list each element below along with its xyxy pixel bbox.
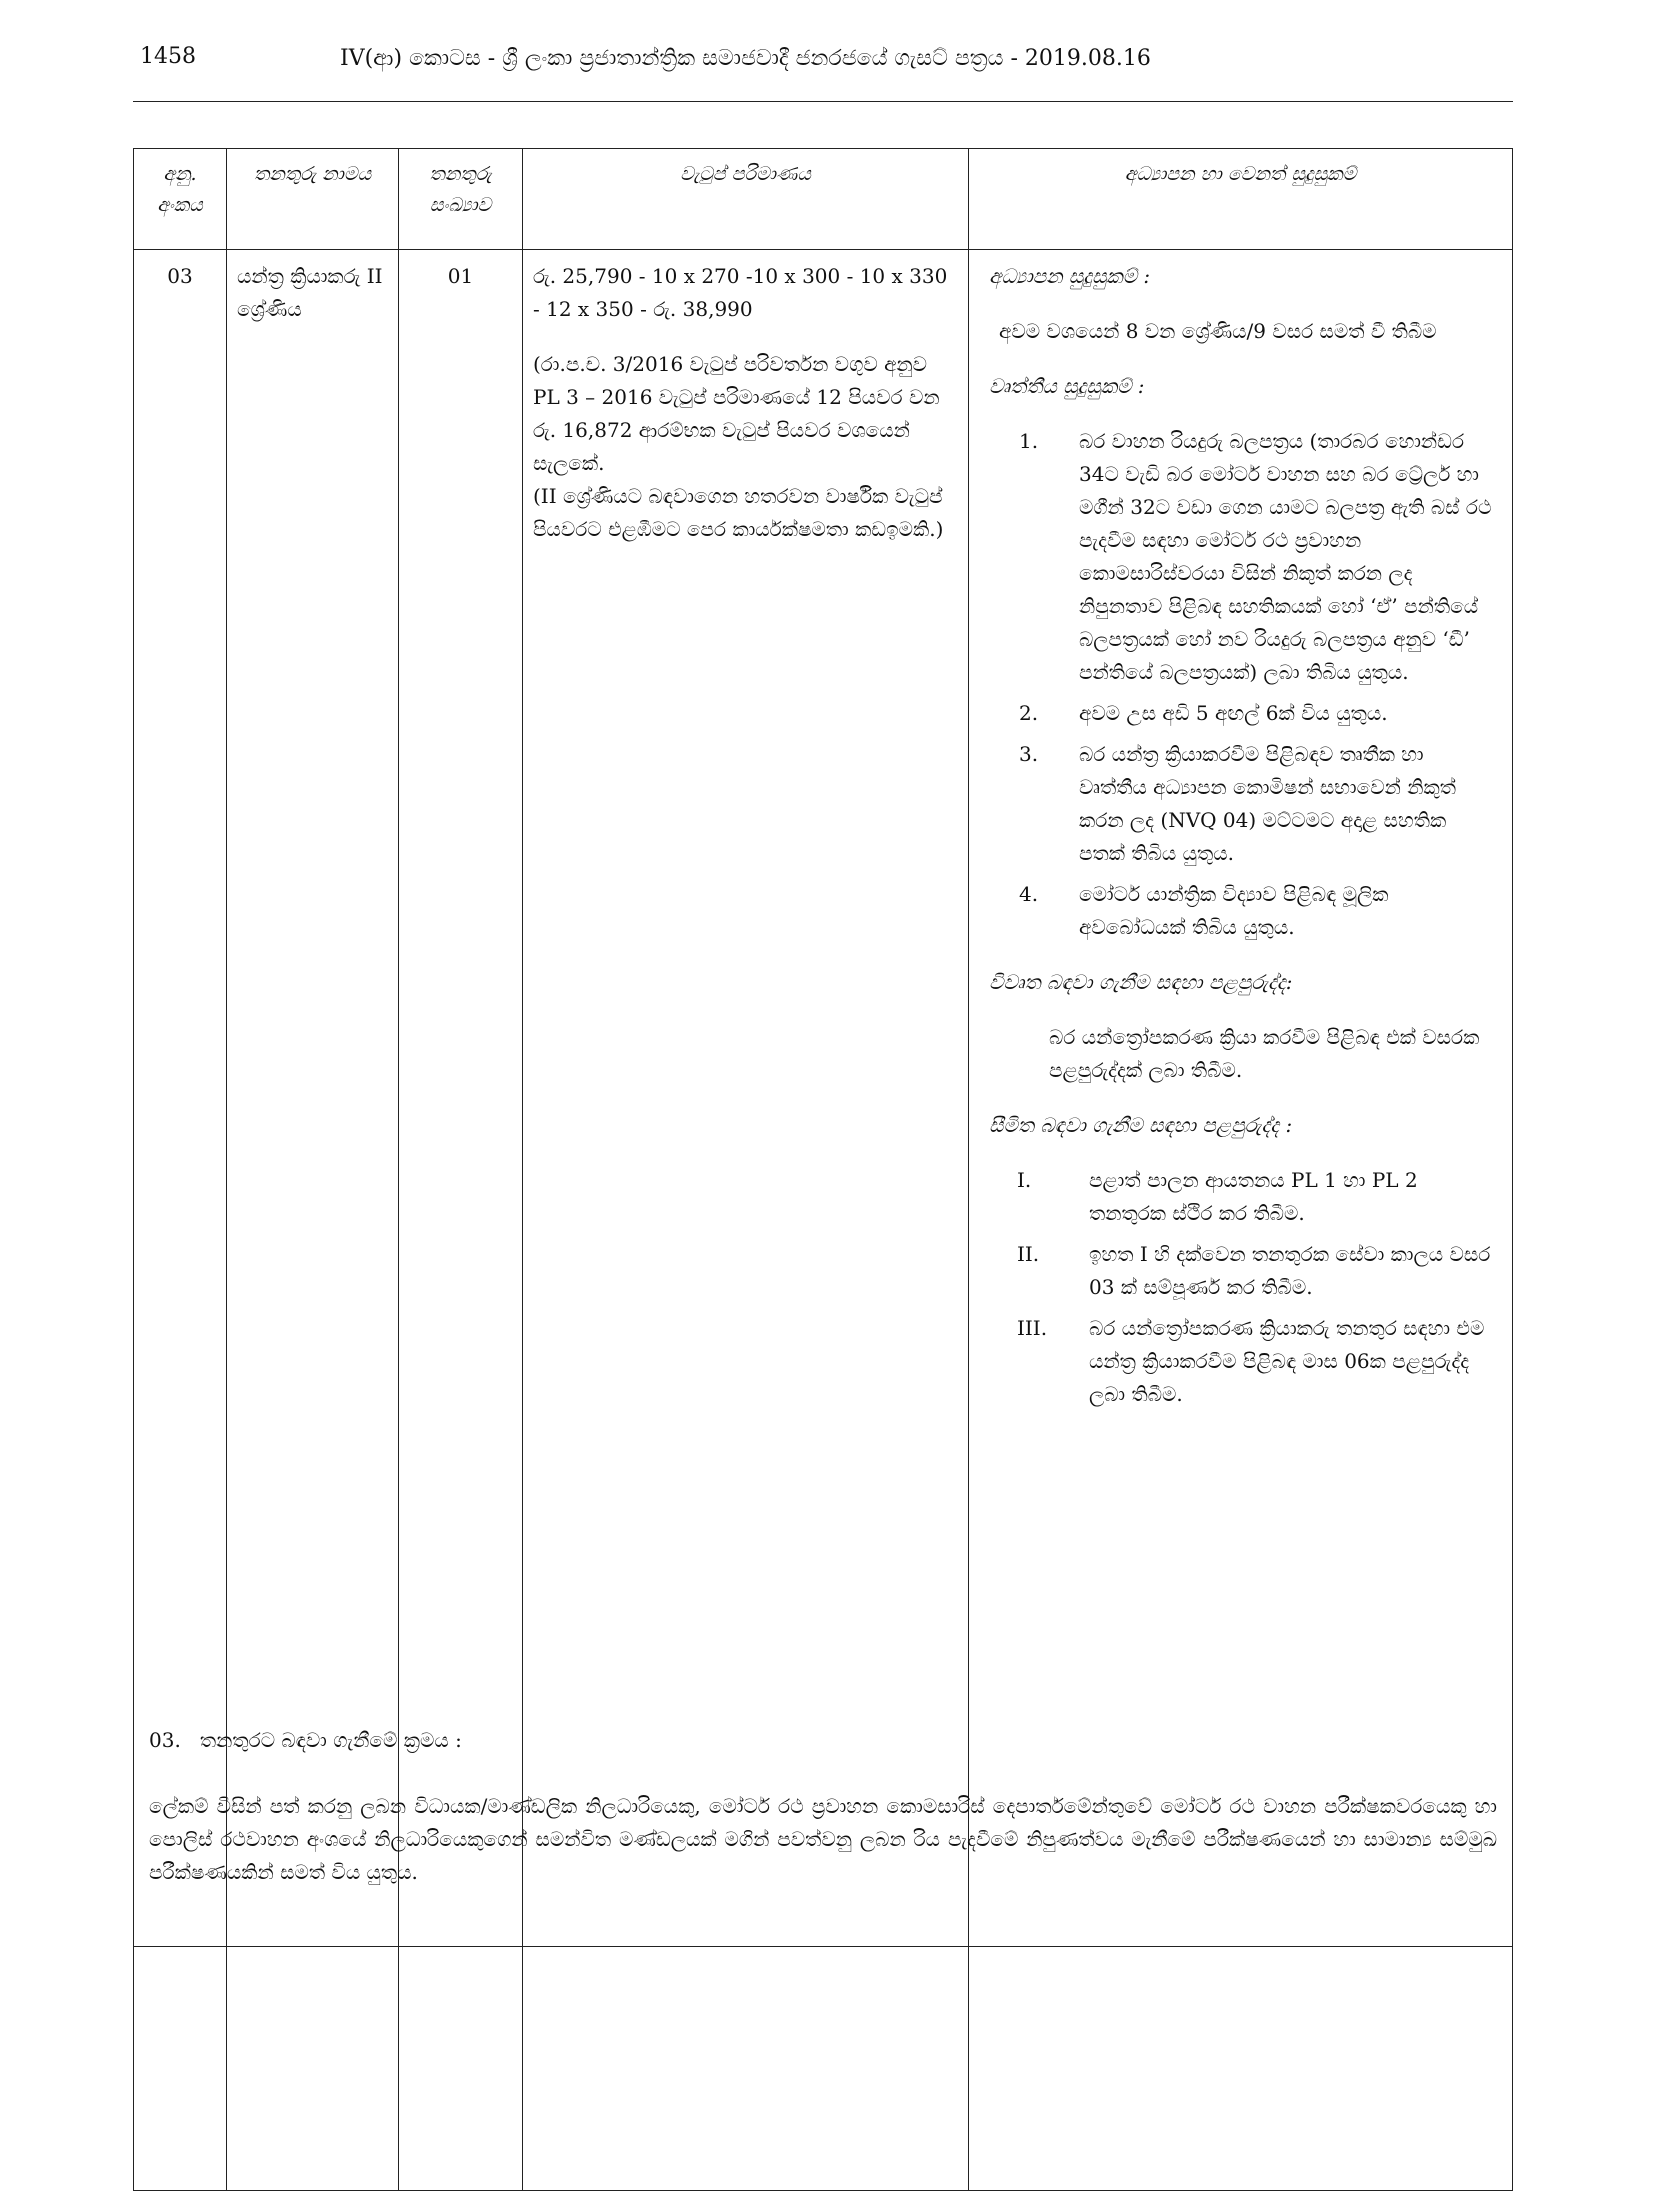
header-qualifications: අධ්‍යාපන හා වෙනත් සුදුසුකම් (969, 149, 1513, 250)
limited-exp-heading: සීමිත බඳවා ගැනීම සඳහා පළපුරුද්ද : (989, 1113, 1293, 1137)
header-rule (133, 101, 1513, 102)
educational-text: අවම වශයෙන් 8 වන ශ්‍රේණිය/9 වසර සමත් වී තිබීම (999, 319, 1437, 343)
list-marker: III. (1017, 1316, 1048, 1340)
recruitment-method-text: ලේකම් විසින් පත් කරනු ලබන විධායක/මාණ්ඩලික නිලධාරියෙකු, මෝටර් රථ ප්‍රවාහන කොමසාරිස් දෙපාර්තමේන්තුවේ මෝටර් රථ වාහන පරීක්ෂකවරයෙකු හා පොලිස් රථවාහන අංශයේ නිලධාරියෙකුගෙන් සමන්විත මණ්ඩලයක් මගින් පවත්වනු ලබන රිය පැදවීමේ නිපුණත්වය මැනීමේ පරීක්ෂණයෙන් හා සාමාන්‍ය සම්මුඛ පරීක්ෂණයකින් සමත් විය යුතුය. (149, 1794, 1497, 1884)
list-marker: 4. (1019, 882, 1039, 906)
list-item (979, 425, 1502, 689)
list-item (979, 697, 1502, 730)
cell-post-name: යන්ත්‍ර ක්‍රියාකරු II ශ්‍රේණිය (227, 250, 399, 2191)
salary-note-2: (II ශ්‍රේණියට බඳවාගෙන හතරවන වාර්ෂික වැටුප් පියවරට එළඹීමට පෙර කාර්යක්ෂමතා කඩඉමකි.) (533, 484, 944, 541)
header-salary: වැටුප් පරිමාණය (523, 149, 969, 250)
recruitment-method-box (133, 1672, 1513, 1947)
recruitment-method-heading (149, 1724, 462, 1757)
professional-heading: වෘත්තීය සුදුසුකම් : (989, 374, 1145, 398)
educational-heading: අධ්‍යාපන සුදුසුකම් : (989, 264, 1151, 288)
header-post-count: තනතුරු සංඛ්‍යාව (399, 149, 523, 250)
section-number: 03. (149, 1728, 181, 1752)
header-post-name: තනතුරු නාමය (227, 149, 399, 250)
list-item (979, 1238, 1502, 1304)
professional-list (979, 425, 1502, 944)
table-header-row (134, 149, 1513, 250)
cell-post-count: 01 (399, 250, 523, 2191)
list-text: බර යන්ත්‍ර ක්‍රියාකරවීම පිළිබඳව තෘතීක හා වෘත්තීය අධ්‍යාපන කොමිෂන් සභාවෙන් නිකුත් කරන ලද (NVQ 04) මට්ටමට අදාළ සහතික පතක් තිබිය යුතුය. (1079, 742, 1456, 865)
list-item (979, 1312, 1502, 1411)
cell-no: 03 (134, 250, 227, 2191)
list-text: බර වාහන රියදුරු බලපත්‍රය (තාරබර හොන්ඩර 34ට වැඩි බර මෝටර් වාහන සහ බර ට්‍රේලර් හා මගීන් 32ට වඩා ගෙන යාමට බලපත්‍ර ඇති බස් රථ පැදවීම සඳහා මෝටර් රථ ප්‍රවාහන කොමසාරිස්වරයා විසින් නිකුත් කරන ලද නිපුනතාව පිළිබඳ සහතිකයක් හෝ ‘ඒ’ පන්තියේ බලපත්‍රයක් හෝ නව රියදුරු බලපත්‍රය අනුව ‘ඩී’ පන්තියේ බලපත්‍රයක්) ලබා තිබිය යුතුය. (1079, 429, 1492, 684)
salary-note-1: (රා.ප.ච. 3/2016 වැටුප් පරිවර්තන වගුව අනුව PL 3 – 2016 වැටුප් පරිමාණයේ 12 පියවර වන රු. 16,872 ආරම්භක වැටුප් පියවර වශයෙන් සැලකේ. (533, 352, 940, 475)
list-marker: 3. (1019, 742, 1039, 766)
salary-scale: රු. 25,790 - 10 x 270 -10 x 300 - 10 x 330 - 12 x 350 - රු. 38,990 (533, 264, 948, 321)
list-text: පළාත් පාලන ආයතනය PL 1 හා PL 2 තනතුරක ස්ථිර කර තිබීම. (1089, 1168, 1418, 1225)
running-header: IV(ආ) කොටස - ශ්‍රී ලංකා ප්‍රජාතාන්ත්‍රික සමාජවාදී ජනරජයේ ගැසට් පත්‍රය - 2019.08.16 (340, 46, 1151, 71)
list-marker: II. (1017, 1242, 1040, 1266)
list-item (979, 738, 1502, 870)
limited-list (979, 1164, 1502, 1411)
page-number: 1458 (140, 44, 196, 69)
list-marker: 1. (1019, 429, 1039, 453)
list-item (979, 878, 1502, 944)
list-marker: I. (1017, 1168, 1032, 1192)
header-no: අනු. අංකය (134, 149, 227, 250)
list-text: අවම උස අඩි 5 අඟල් 6ක් විය යුතුය. (1079, 701, 1388, 725)
list-text: ඉහත I හි දක්වෙන තනතුරක සේවා කාලය වසර 03 ක් සම්පූර්ණ කර තිබීම. (1089, 1242, 1491, 1299)
section-title: තනතුරට බඳවා ගැනීමේ ක්‍රමය : (199, 1728, 462, 1752)
open-exp-text: බර යන්ත්‍රෝපකරණ ක්‍රියා කරවීම පිළිබඳ එක් වසරක පළපුරුද්දක් ලබා තිබීම. (1049, 1025, 1480, 1082)
list-item (979, 1164, 1502, 1230)
list-text: මෝටර් යාන්ත්‍රික විද්‍යාව පිළිබඳ මූලික අවබෝධයක් තිබිය යුතුය. (1079, 882, 1389, 939)
list-marker: 2. (1019, 701, 1039, 725)
open-exp-heading: විවෘත බඳවා ගැනීම සඳහා පළපුරුද්ද: (989, 970, 1293, 994)
list-text: බර යන්ත්‍රෝපකරණ ක්‍රියාකරු තනතුර සඳහා එම යන්ත්‍ර ක්‍රියාකරවීම පිළිබඳ මාස 06ක පළපුරුද්ද ලබා තිබීම. (1089, 1316, 1485, 1406)
